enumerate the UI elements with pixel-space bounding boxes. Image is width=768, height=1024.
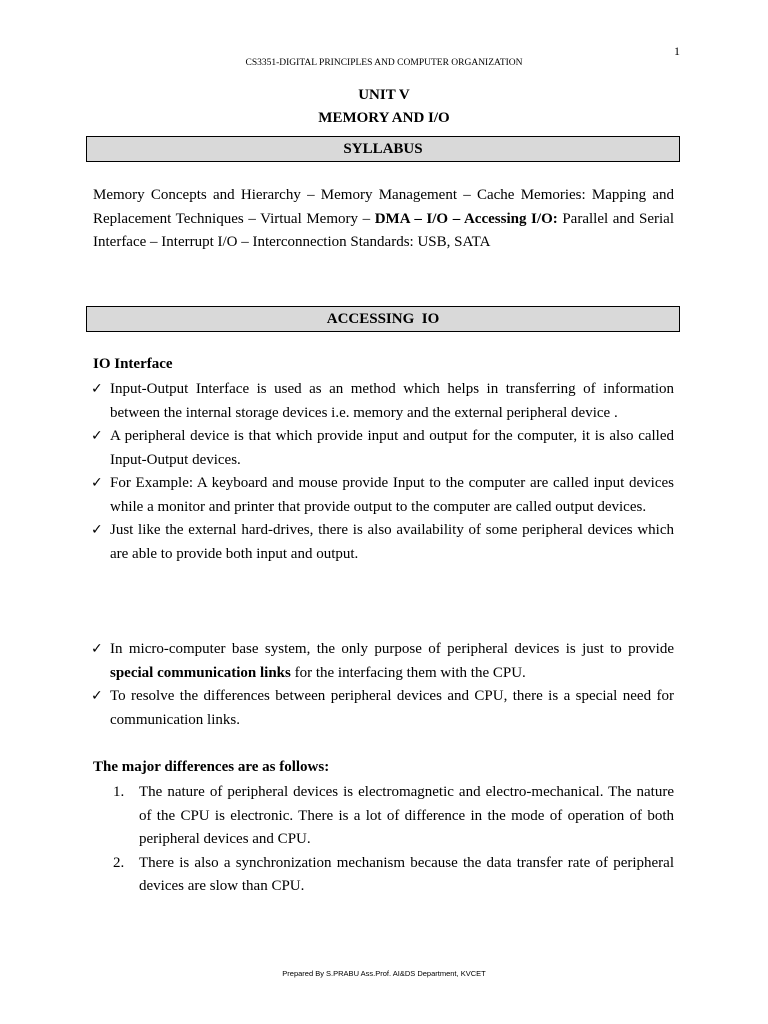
io-bullet-list-b — [93, 638, 674, 732]
list-item-text: For Example: A keyboard and mouse provide Input to the computer are called input devices while a monitor and printer that provide output to the computer are called output devices. — [110, 475, 674, 515]
differences-list — [113, 781, 674, 899]
list-item — [93, 472, 674, 519]
list-item-text: In micro-computer base system, the only purpose of peripheral devices is just to provide — [110, 641, 674, 657]
list-item-text: Just like the external hard-drives, there is also availability of some peripheral devices which are able to provide both input and output. — [110, 522, 674, 562]
syllabus-heading-box — [86, 136, 680, 162]
list-item — [93, 685, 674, 732]
check-icon: ✓ — [91, 475, 103, 491]
list-item — [113, 781, 674, 852]
page-footer: Prepared By S.PRABU Ass.Prof. AI&DS Department, KVCET — [282, 969, 486, 978]
list-item-text: A peripheral device is that which provide input and output for the computer, it is also called Input-Output devices. — [110, 428, 674, 468]
io-bullet-list-a — [93, 378, 674, 566]
syllabus-heading: SYLLABUS — [343, 140, 423, 157]
check-icon: ✓ — [91, 688, 103, 704]
list-item-text: for the interfacing them with the CPU. — [290, 664, 526, 681]
list-item-text: There is also a synchronization mechanism because the data transfer rate of peripheral devices are slow than CPU. — [139, 854, 674, 894]
check-icon: ✓ — [91, 522, 103, 538]
syllabus-text-bold: DMA – I/O – Accessing I/O: — [374, 210, 558, 227]
syllabus-text-part1: Memory Concepts and Hierarchy – Memory Management – Cache Memories: Mapping and Replacement Techniques – Virtual Memory – — [93, 187, 674, 227]
check-icon: ✓ — [91, 641, 103, 657]
check-icon: ✓ — [91, 428, 103, 444]
differences-heading: The major differences are as follows: — [93, 759, 330, 775]
list-item — [93, 425, 674, 472]
unit-title: UNIT V — [358, 87, 410, 103]
list-item-number: 2. — [113, 854, 125, 871]
syllabus-text — [93, 184, 674, 255]
list-item-bold: special communication links — [110, 664, 291, 681]
list-item-number: 1. — [113, 784, 125, 800]
accessing-io-heading: ACCESSING IO — [326, 310, 440, 327]
list-item-text: The nature of peripheral devices is electromagnetic and electro-mechanical. The nature of the CPU is electronic. There is a lot of difference in the mode of operation of both peripheral devices and CPU. — [139, 784, 674, 847]
syllabus-text-part2: Parallel and Serial Interface – Interrupt I/O – Interconnection Standards: USB, SATA — [93, 210, 675, 250]
page-number: 1 — [674, 44, 680, 58]
list-item — [93, 519, 674, 566]
io-interface-heading: IO Interface — [93, 356, 173, 372]
course-header: CS3351-DIGITAL PRINCIPLES AND COMPUTER ORGANIZATION — [245, 58, 523, 68]
list-item — [113, 852, 674, 899]
unit-subtitle: MEMORY AND I/O — [318, 110, 450, 126]
accessing-io-heading-box — [86, 306, 680, 332]
list-item — [93, 638, 674, 685]
list-item — [93, 378, 674, 425]
check-icon: ✓ — [91, 381, 103, 397]
list-item-text: To resolve the differences between peripheral devices and CPU, there is a special need for communication links. — [110, 688, 674, 728]
list-item-text: Input-Output Interface is used as an method which helps in transferring of information between the internal storage devices i.e. memory and the external peripheral device . — [110, 381, 674, 421]
